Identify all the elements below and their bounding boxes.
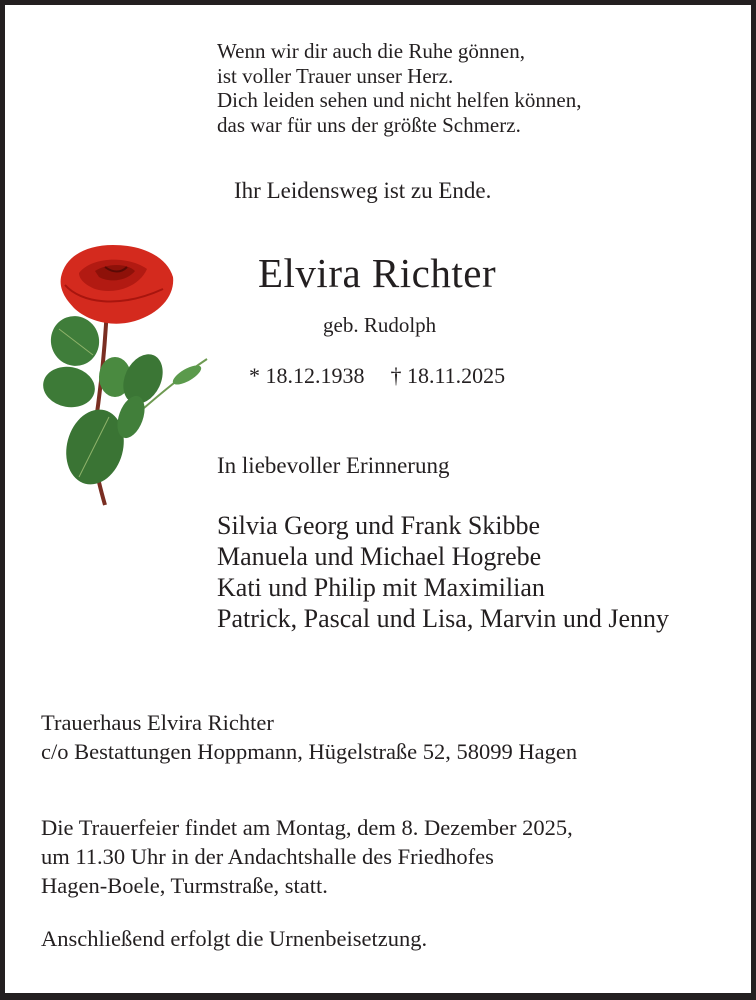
poem-line: Dich leiden sehen und nicht helfen können, xyxy=(217,88,582,112)
mourners-list xyxy=(217,510,669,634)
ceremony-line: Die Trauerfeier findet am Montag, dem 8. Dezember 2025, xyxy=(41,815,573,840)
mourner-line: Patrick, Pascal und Lisa, Marvin und Jenny xyxy=(217,604,670,633)
address-line: c/o Bestattungen Hoppmann, Hügelstraße 52, 58099 Hagen xyxy=(41,739,578,764)
ceremony-line: um 11.30 Uhr in der Andachtshalle des Friedhofes xyxy=(41,844,494,869)
red-rose-icon xyxy=(35,237,215,509)
remembrance-text: In liebevoller Erinnerung xyxy=(217,453,450,478)
ceremony-info xyxy=(41,813,573,900)
deceased-name: Elvira Richter xyxy=(258,250,497,296)
mourner-line: Kati und Philip mit Maximilian xyxy=(217,573,545,602)
poem-line: ist voller Trauer unser Herz. xyxy=(217,63,454,88)
birth-date: * 18.12.1938 xyxy=(249,363,365,388)
poem xyxy=(217,39,581,137)
poem-line: Wenn wir dir auch die Ruhe gönnen, xyxy=(217,39,525,63)
poem-line: das war für uns der größte Schmerz. xyxy=(217,112,521,137)
life-dates xyxy=(249,363,505,389)
ceremony-line: Hagen-Boele, Turmstraße, statt. xyxy=(41,873,328,898)
birth-name: geb. Rudolph xyxy=(323,313,437,337)
mourner-line: Silvia Georg und Frank Skibbe xyxy=(217,511,541,540)
burial-info: Anschließend erfolgt die Urnenbeisetzung. xyxy=(41,926,428,951)
intro-text: Ihr Leidensweg ist zu Ende. xyxy=(234,178,492,203)
death-date: † 18.11.2025 xyxy=(390,363,506,388)
mourner-line: Manuela und Michael Hogrebe xyxy=(217,542,542,571)
address-line: Trauerhaus Elvira Richter xyxy=(41,710,274,735)
mourning-address xyxy=(41,708,577,766)
